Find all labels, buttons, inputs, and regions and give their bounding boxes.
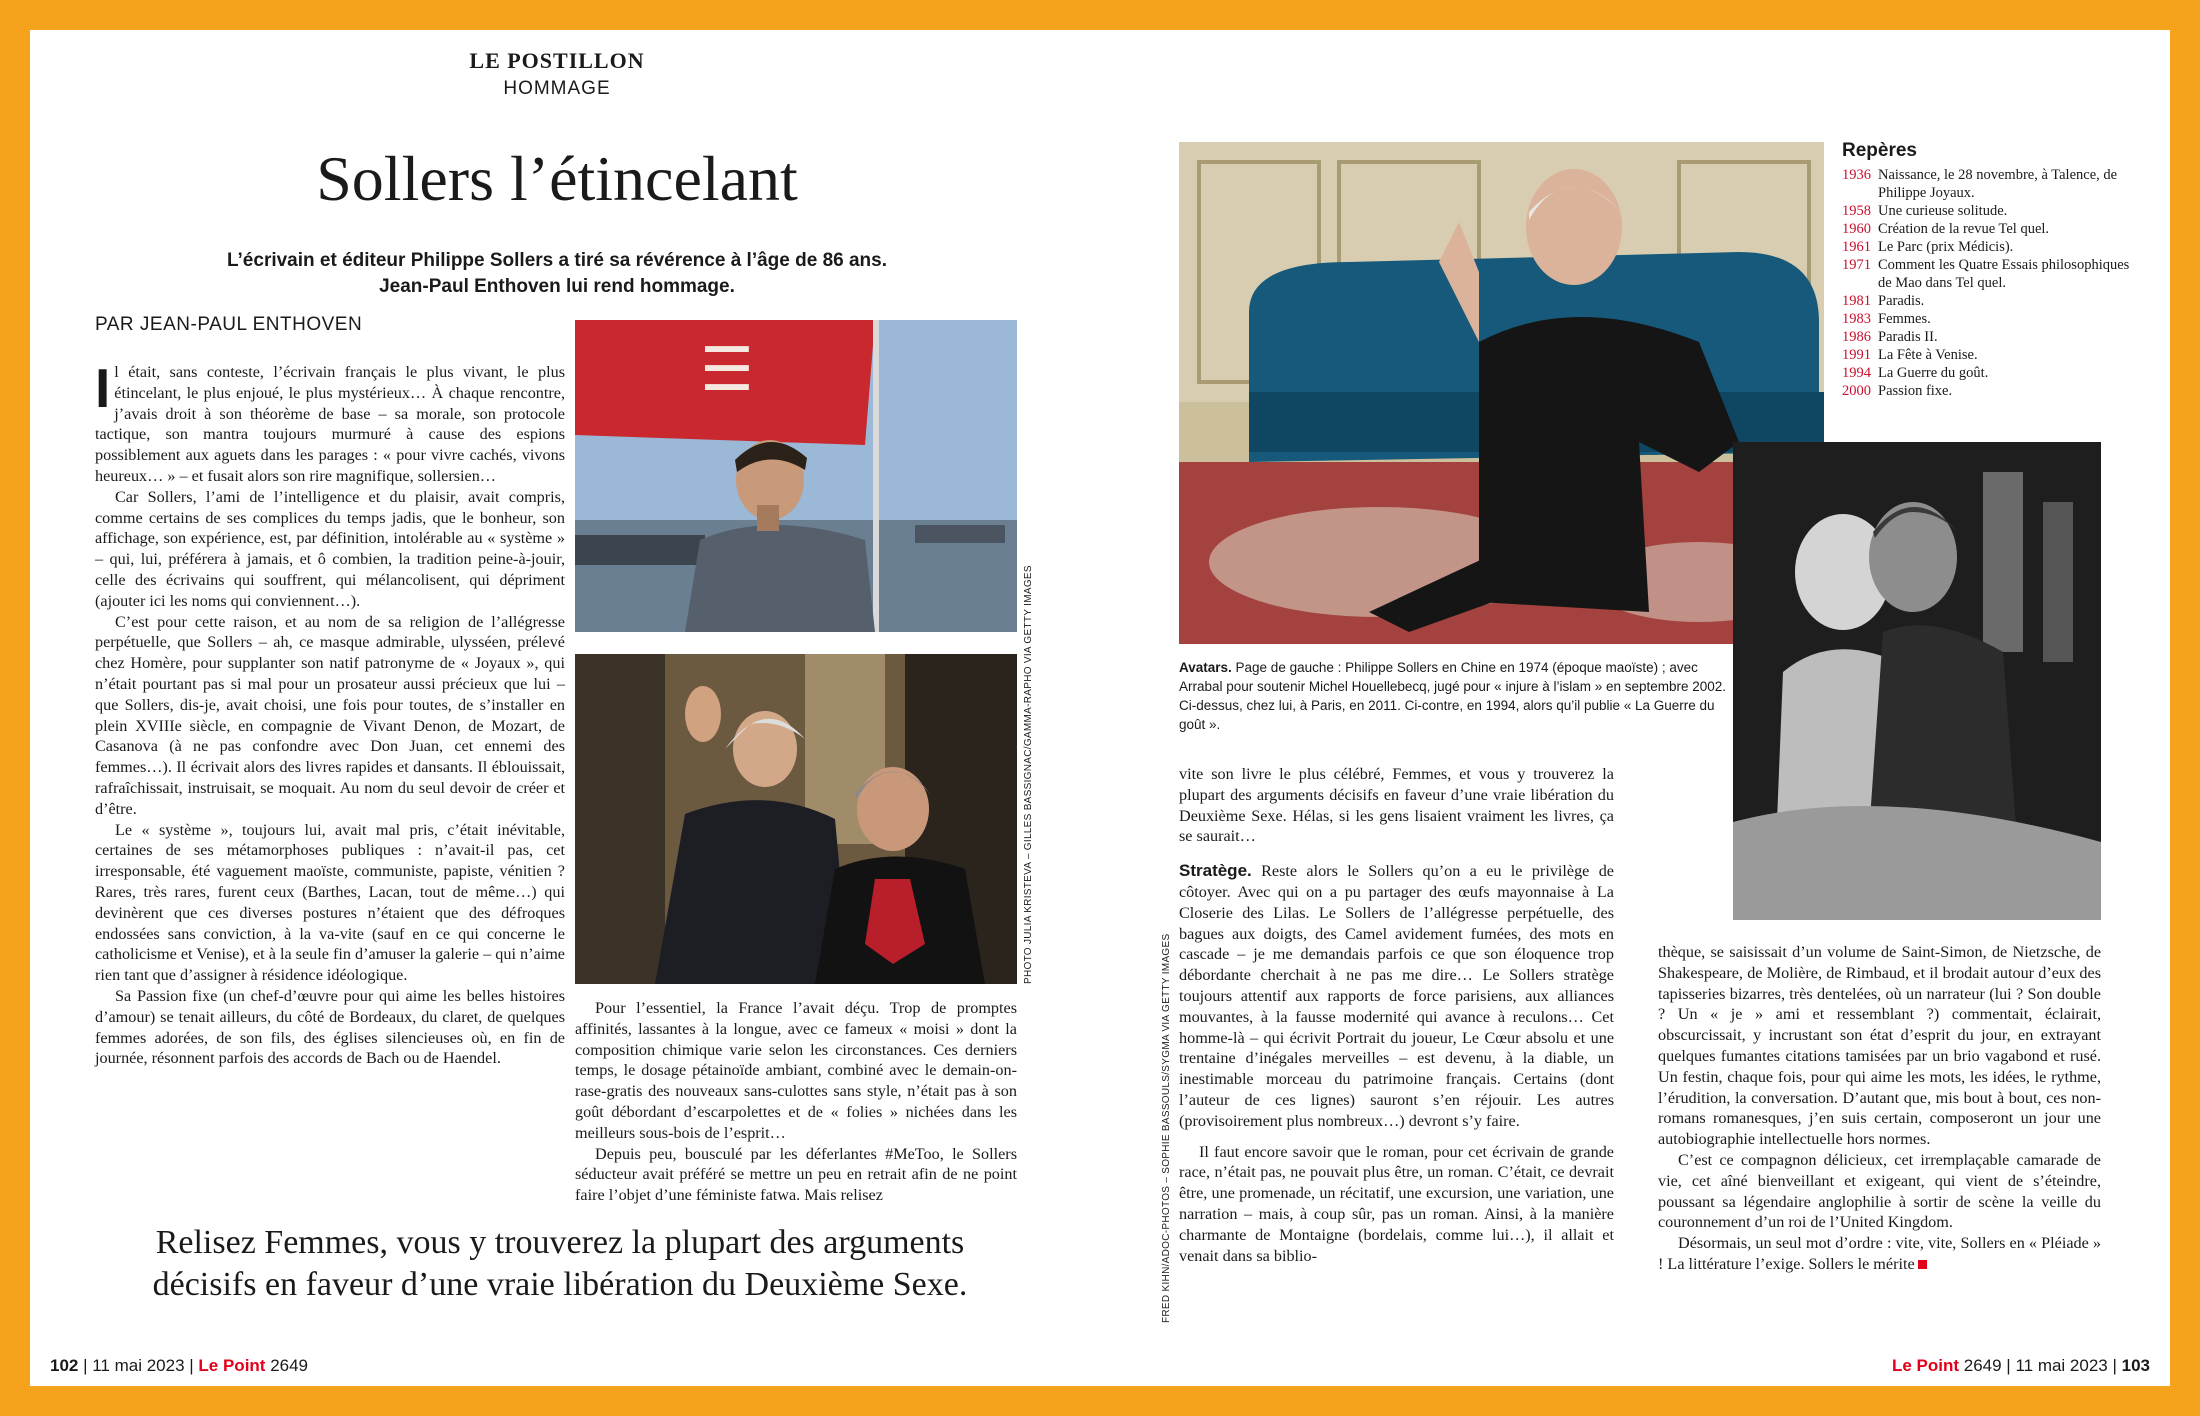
caption-text: Page de gauche : Philippe Sollers en Chine en 1974 (époque maoïste) ; avec Arrabal pour soutenir Michel Houellebecq, jugé pour « injure à l’islam » en septembre 2002. Ci-dessus, chez lui, à Paris, en 2011. Ci-contre, en 1994, alors qu’il publie « La Guerre du goût ». — [1179, 660, 1727, 732]
photo-illustration — [575, 654, 1017, 984]
reperes-text: La Fête à Venise. — [1878, 347, 1978, 363]
reperes-item — [1842, 166, 2142, 202]
reperes-year: 1986 — [1842, 329, 1871, 345]
masthead-brand: LE POSTILLON — [469, 48, 645, 73]
pull-quote-line-2: décisifs en faveur d’une vraie libération du Deuxième Sexe. — [152, 1266, 968, 1303]
reperes-text: Femmes. — [1878, 311, 1931, 327]
photo-credit-right: FRED KIHN/ADOC-PHOTOS – SOPHIE BASSOULS/SYGMA VIA GETTY IMAGES — [1161, 933, 1172, 1323]
column-1 — [95, 357, 565, 1069]
footer-date-left: | 11 mai 2023 | — [78, 1356, 199, 1375]
reperes-item — [1842, 346, 2142, 364]
paragraph: Pour l’essentiel, la France l’avait déçu. Trop de promptes affinités, lassantes à la longue, avec ce fameux « moisi » dont la composition chimique varie selon les circonstances. Ces derniers temps, le dosage pétainoïde ambiant, combiné avec le demain-on-rase-gratis des nouveaux sans-culottes sans style, n’était pas à son goût débordant d’escarpolettes et de « folies » nichées dans les meilleurs sous-bois de l’esprit… — [575, 999, 1017, 1142]
footer-left — [50, 1356, 308, 1376]
magazine-name-right: Le Point — [1891, 1356, 1960, 1375]
column-2 — [575, 998, 1017, 1206]
paragraph-text: Reste alors le Sollers qu’on a eu le privilège de côtoyer. Avec qui on a pu partager des œufs mayonnaise à La Closerie des Lilas. Le Sollers de l’allégresse perpétuelle, des bagues aux doigts, des Camel avidement fumées, des mots en cascade – je me demandais parfois ce que son éloquence trop débordante cherchait à ne pas me dire… Le Sollers stratège toujours attentif aux rapports de force parisiens, aux alliances mouvantes, à la fausse modernité qui avance à reculons… Cet homme-là – qui écrivit Portrait du joueur, Le Cœur absolu et une trentaine d’inégales merveilles – est devenu, à la diable, un inestimable morceau du patrimoine français. Certains (dont l’auteur de ces lignes) sauront s’en réjouir. Les autres (provisoirement plus nombreux…) devront s’y faire. — [1179, 862, 1614, 1130]
standfirst-line-2: Jean-Paul Enthoven lui rend hommage. — [379, 276, 735, 297]
reperes-text: Paradis II. — [1878, 329, 1938, 345]
page-number-left: 102 — [50, 1356, 79, 1375]
reperes-text: Création de la revue Tel quel. — [1878, 221, 2050, 237]
magazine-name-left: Le Point — [198, 1356, 266, 1375]
reperes-text: Paradis. — [1878, 293, 1925, 309]
reperes-item — [1842, 238, 2142, 256]
caption-lead: Avatars. — [1179, 660, 1232, 675]
paragraph-text: l était, sans conteste, l’écrivain français le plus vivant, le plus étincelant, le plus enjoué, le plus mystérieux… À chaque rencontre, j’avais droit à son théorème de base – sa morale, son protocole tactique, son mantra toujours murmuré à cause des espions possiblement aux aguets dans les parages : « pour vivre cachés, vivons heureux… » – et fusait alors son rire magnifique, sollersien… — [95, 363, 565, 485]
paragraph-text: Désormais, un seul mot d’ordre : vite, vite, Sollers en « Pléiade » ! La littérature l’exige. Sollers le mérite — [1658, 1234, 2101, 1273]
paragraph: Sa Passion fixe (un chef-d’œuvre pour qui aime les belles histoires d’amour) se tenait ailleurs, du côté de Bordeaux, du claret, de quelques femmes adorées, de son fils, des églises silencieuses où, en fin de journée, résonnent parfois des accords de Bach ou de Haendel. — [95, 986, 565, 1068]
reperes-item — [1842, 364, 2142, 382]
reperes-year: 1981 — [1842, 293, 1871, 309]
paragraph — [95, 357, 565, 487]
reperes-year: 1961 — [1842, 239, 1871, 255]
paragraph — [1658, 1233, 2101, 1275]
paragraph: Depuis peu, bousculé par les déferlantes #MeToo, le Sollers séducteur avait préféré se mettre un peu en retrait afin de ne point faire l’objet d’une féministe fatwa. Mais relisez — [575, 1144, 1017, 1205]
reperes-year: 1991 — [1842, 347, 1871, 363]
photo-illustration — [575, 320, 1017, 632]
column-4 — [1658, 942, 2101, 1275]
paragraph: vite son livre le plus célébré, Femmes, et vous y trouverez la plupart des arguments décisifs en faveur d’une vraie libération du Deuxième Sexe. Hélas, si les gens lisaient vraiment les livres, ça se saurait… — [1179, 765, 1614, 846]
paragraph: Le « système », toujours lui, avait mal pris, c’était inévitable, certaines de ses métamorphoses publiques : n’avait-il pas, cet irresponsable, été vaguement maoïste, communiste, papiste, vénitien ? Rares, très rares, furent ceux (Barthes, Lacan, tout de même…) qui devinèrent que ces diverses postures n’étaient que des défroques endossées sans conviction, à la va-vite (sauf en ce qui concerne le catholicisme et Venise), et à la seule fin d’amuser la galerie – qui n’aime rien tant que d’assigner à résidence idéologique. — [95, 820, 565, 985]
svg-text:☰: ☰ — [700, 335, 754, 405]
reperes-item — [1842, 220, 2142, 238]
paragraph: thèque, se saisissait d’un volume de Saint-Simon, de Nietzsche, de Shakespeare, de Molière, de Rimbaud, et il brodait autour d’eux des tapisseries bizarres, très dentelées, où un narrateur (lui ? Son double ? Un « je » ami et ressemblant ?) commentait, éclairait, obscurcissait, y incrustant son état d’esprit du jour, en extrayant quelques fumantes citations tamisées par un brio vagabond et rusé. Un festin, chaque fois, pour qui aime les mots, les idées, le rythme, l’érudition, la conversation. D’autant que, mis bout à bout, ces non-romans romanesques, j’en suis certain, composeront un jour une autobiographie intellectuelle hors normes. — [1658, 943, 2101, 1149]
reperes-year: 1983 — [1842, 311, 1871, 327]
reperes-item — [1842, 256, 2142, 292]
pull-quote-line-1: Relisez Femmes, vous y trouverez la plupart des arguments — [155, 1224, 965, 1261]
reperes-year: 2000 — [1842, 383, 1871, 399]
reperes-text: Une curieuse solitude. — [1878, 203, 2008, 219]
paragraph: C’est pour cette raison, et au nom de sa religion de l’allégresse perpétuelle, que Sollers – ah, ce masque admirable, ulysséen, prélevé chez Homère, pour supplanter son natif patronyme de « Joyaux », qui n’était pourtant pas si mal pour un prosateur aussi précieux que lui – que Sollers, dis-je, avait choisi, une fois pour toutes, de s’installer en plein XVIIIe siècle, en compagnie de Vivant Denon, de Mozart, de Casanova (à ne pas confondre avec Don Juan, cet ennemi des femmes…). Il écrivait alors des livres rapides et dansants. Il éblouissait, rafraîchissait, instruisait, se moquait. Au nom du seul devoir de créer et d’être. — [95, 612, 565, 818]
reperes-title: Repères — [1842, 140, 1917, 161]
reperes-text: Comment les Quatre Essais philosophiques de Mao dans Tel quel. — [1878, 257, 2130, 291]
page-number-right: 103 — [2121, 1356, 2150, 1375]
reperes-item — [1842, 382, 2142, 400]
subhead-stratege: Stratège. — [1179, 861, 1252, 881]
reperes-item — [1842, 202, 2142, 220]
paragraph: Car Sollers, l’ami de l’intelligence et du plaisir, avait compris, comme certains de ses complices du temps jadis, que le bonheur, son affichage, son expérience, est, par définition, intolérable au « système » – qui, lui, préférera à jamais, et ô combien, la tradition peine-à-jouir, celle des écrivains qui souffrent, qui mélancolisent, qui dépriment (ajouter ici les noms qui conviennent…). — [95, 487, 565, 610]
reperes-item — [1842, 292, 2142, 310]
magazine-spread — [30, 30, 2170, 1386]
reperes-sidebar — [1842, 142, 2142, 400]
reperes-item — [1842, 310, 2142, 328]
byline: PAR JEAN-PAUL ENTHOVEN — [95, 314, 363, 335]
standfirst-line-1: L’écrivain et éditeur Philippe Sollers a tiré sa révérence à l’âge de 86 ans. — [226, 250, 888, 271]
photo-illustration — [1733, 442, 2101, 920]
reperes-item — [1842, 328, 2142, 346]
column-3 — [1179, 764, 1614, 1266]
reperes-year: 1958 — [1842, 203, 1871, 219]
reperes-year: 1960 — [1842, 221, 1871, 237]
paragraph: Il faut encore savoir que le roman, pour cet écrivain de grande race, n’était pas, ne pouvait plus être, un roman. C’était, ce devrait être, une promenade, un récitatif, une excursion, une variation, une narration – mais, à coup sûr, pas un roman. Ainsi, à la manière charmante de Montaigne (bordelais, comme lui…), il allait et venait dans sa biblio- — [1179, 1142, 1614, 1265]
reperes-text: Naissance, le 28 novembre, à Talence, de Philippe Joyaux. — [1878, 167, 2118, 201]
rubric-label: HOMMAGE — [503, 78, 611, 99]
photo-at-home-2011 — [1179, 142, 1824, 644]
reperes-year: 1936 — [1842, 167, 1871, 183]
reperes-text: La Guerre du goût. — [1878, 365, 1989, 381]
drop-cap: I — [95, 357, 111, 419]
footer-date-right: 2649 | 11 mai 2023 | — [1959, 1356, 2122, 1375]
reperes-text: Le Parc (prix Médicis). — [1878, 239, 2014, 255]
photo-with-arrabal-2002 — [575, 654, 1017, 984]
article-headline: Sollers l’étincelant — [316, 143, 798, 214]
paragraph — [1179, 861, 1614, 1131]
reperes-year: 1994 — [1842, 365, 1871, 381]
issue-number-left: 2649 — [265, 1356, 309, 1375]
reperes-text: Passion fixe. — [1878, 383, 1953, 399]
end-mark-icon — [1918, 1260, 1927, 1269]
pull-quote — [70, 1222, 1050, 1306]
photo-credit-left: PHOTO JULIA KRISTEVA – GILLES BASSIGNAC/GAMMA-RAPHO VIA GETTY IMAGES — [1023, 565, 1034, 984]
footer-right — [1892, 1356, 2150, 1376]
standfirst — [180, 248, 934, 300]
photo-caption — [1179, 658, 1739, 734]
photo-china-1974 — [575, 320, 1017, 632]
photo-illustration — [1179, 142, 1824, 644]
paragraph: C’est ce compagnon délicieux, cet irremplaçable camarade de vie, cet aîné bienveillant et exigeant, qui vient de s’éteindre, poussant sa légendaire anglophilie à sortir de scène la veille du couronnement d’un roi de l’United Kingdom. — [1658, 1150, 2101, 1232]
photo-with-statue-1994 — [1733, 442, 2101, 920]
reperes-year: 1971 — [1842, 257, 1871, 273]
